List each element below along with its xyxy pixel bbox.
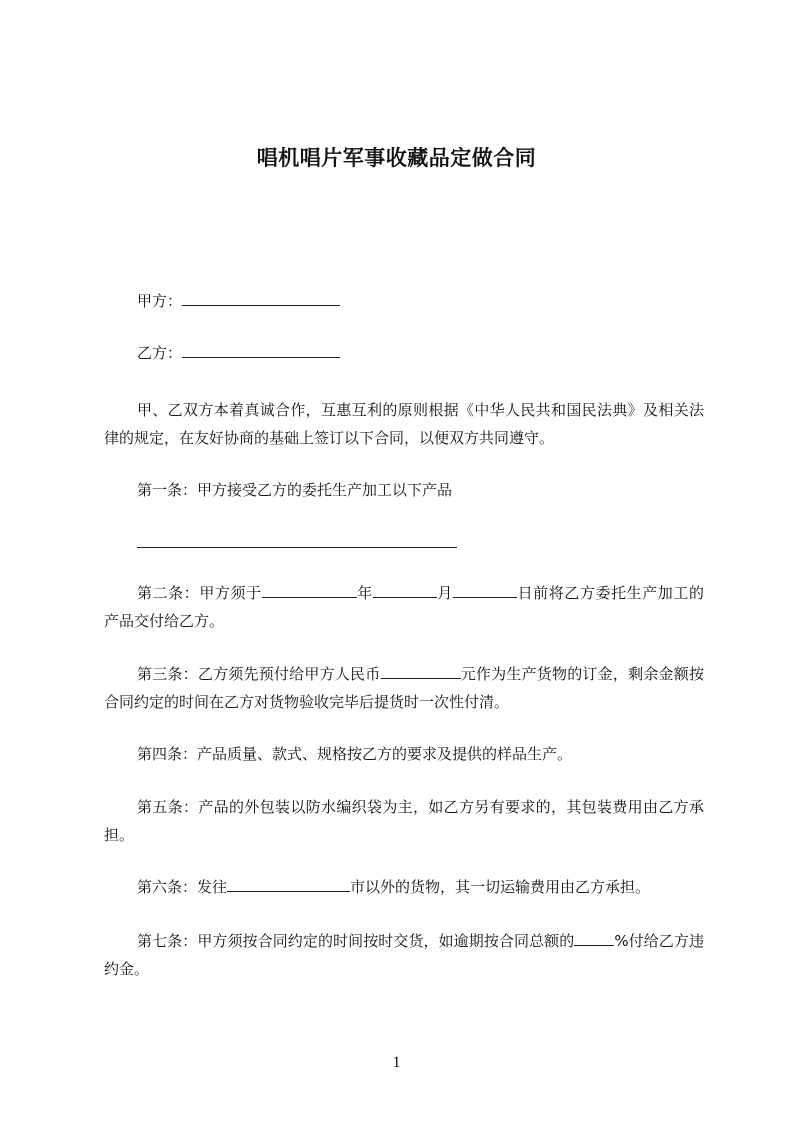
preamble-paragraph: 甲、乙双方本着真诚合作，互惠互利的原则根据《中华人民共和国民法典》及相关法律的规定，在友好协商的基础上签订以下合同，以便双方共同遵守。 [104, 401, 704, 447]
article-3 [104, 660, 704, 716]
article-7-text-2: %付给乙方违约金。 [104, 932, 704, 978]
party-b-line [137, 340, 340, 366]
article-6 [137, 874, 650, 900]
party-b-blank[interactable] [182, 341, 340, 358]
article-7-percent-blank[interactable] [574, 929, 614, 946]
article-3-text-2: 元作为生产货物的订金，剩余金额按合同约定的时间在乙方对货物验收完毕后提货时一次性付清。 [104, 665, 704, 711]
article-2-year-blank[interactable] [262, 581, 357, 598]
article-6-text-1: 第六条：发往 [137, 878, 228, 896]
article-2-month-blank[interactable] [373, 581, 437, 598]
party-a-blank[interactable] [182, 289, 340, 306]
article-2-month-label: 月 [436, 584, 453, 602]
party-b-label: 乙方： [137, 344, 183, 362]
article-6-text-2: 市以外的货物，其一切运输费用由乙方承担。 [350, 878, 651, 896]
article-5: 第五条：产品的外包装以防水编织袋为主，如乙方另有要求的，其包装费用由乙方承担。 [104, 798, 704, 844]
article-3-amount-blank[interactable] [381, 662, 461, 679]
article-6-city-blank[interactable] [227, 875, 350, 892]
article-1: 第一条：甲方接受乙方的委托生产加工以下产品 [137, 481, 453, 499]
article-2-text-2: 日前将乙方委托生产加工的产品交付给乙方。 [104, 584, 704, 630]
party-a-label: 甲方： [137, 292, 183, 310]
party-a-line [137, 288, 340, 314]
product-line [137, 530, 457, 556]
page-number: 1 [392, 1054, 401, 1071]
article-2-day-blank[interactable] [453, 581, 517, 598]
article-2-year-label: 年 [356, 584, 373, 602]
article-3-text-1: 第三条：乙方须先预付给甲方人民币 [137, 665, 381, 683]
article-2-text-1: 第二条：甲方须于 [137, 584, 262, 602]
article-4: 第四条：产品质量、款式、规格按乙方的要求及提供的样品生产。 [137, 745, 573, 763]
article-7 [104, 927, 704, 983]
product-blank[interactable] [137, 531, 457, 548]
page-title: 唱机唱片军事收藏品定做合同 [256, 146, 537, 170]
article-2 [104, 579, 704, 635]
article-7-text-1: 第七条：甲方须按合同约定的时间按时交货，如逾期按合同总额的 [137, 932, 575, 950]
